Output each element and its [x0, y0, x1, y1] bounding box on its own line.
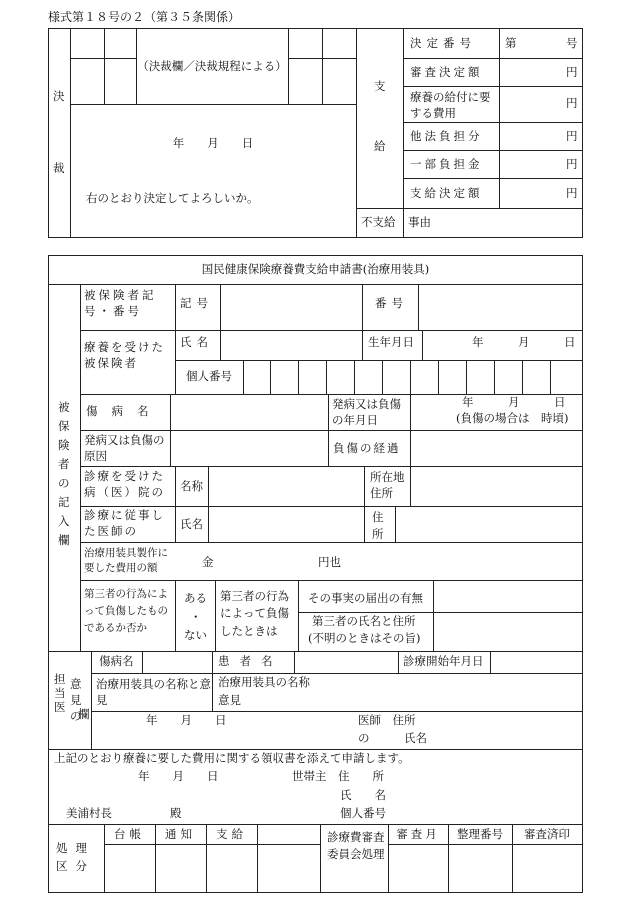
- physician-address-label: 医師 住所: [358, 713, 416, 727]
- stamp-note: （決裁欄／決裁規程による）: [137, 59, 287, 73]
- doctor-address-label: 住所: [372, 510, 384, 541]
- patient-label: 療養を受けた被保険者: [84, 340, 165, 371]
- symbol-label: 記号: [180, 296, 213, 310]
- dob-label: 生年月日: [368, 335, 414, 349]
- decision-number-label: 決定番号: [410, 36, 476, 50]
- third-party-dot: ・: [190, 610, 202, 624]
- approval-statement: 右のとおり決定してよろしいか。: [86, 191, 259, 205]
- nonpay-label: 不支給: [361, 215, 396, 229]
- course-label: 負傷の経過: [333, 441, 401, 455]
- medical-cost-unit: 円: [566, 96, 578, 110]
- form-title: 国民健康保険療養費支給申請書(治療用装具): [201, 262, 430, 276]
- onset-value: 年 月 日: [462, 395, 566, 409]
- payment-amount-unit: 円: [566, 186, 578, 200]
- applicant-mynumber-label: 個人番号: [340, 806, 386, 820]
- card-label: 被保険者記号・番号: [84, 288, 157, 319]
- processing-label-1: 処理: [56, 841, 95, 855]
- cost-suffix: 円也: [318, 555, 341, 569]
- honorific: 殿: [170, 806, 182, 820]
- applicant-name-label: 氏 名: [340, 788, 386, 802]
- physician-date: 年 月 日: [146, 713, 227, 727]
- third-party-case: 第三者の行為によって負傷したときは: [220, 589, 289, 638]
- processing-col-notice: 通知: [165, 827, 196, 841]
- name-label: 氏名: [180, 335, 213, 349]
- addressee: 美浦村長: [66, 806, 112, 820]
- payment-label-1: 支: [374, 79, 386, 93]
- physician-label-2: 意見の: [70, 677, 82, 723]
- copay-unit: 円: [566, 157, 578, 171]
- approval-label-1: 決: [53, 89, 65, 103]
- review-col-month: 審査月: [396, 827, 440, 841]
- third-party-yes: ある: [184, 591, 207, 605]
- other-law-label: 他法負担分: [410, 129, 483, 143]
- doctor-label: 診療に従事した医師の: [84, 508, 165, 539]
- payment-amount-label: 支給決定額: [410, 186, 483, 200]
- third-party-note: (不明のときはその旨): [308, 631, 421, 645]
- processing-label-2: 区分: [56, 859, 95, 873]
- cost-prefix: 金: [202, 555, 214, 569]
- reason-label: 事由: [408, 215, 431, 229]
- onset-label: 発病又は負傷の年月日: [332, 397, 401, 428]
- decision-number-prefix: 第: [505, 36, 517, 50]
- disease-label: 傷病名: [86, 404, 163, 418]
- address-label: 所在地住所: [370, 470, 405, 501]
- cost-label: 治療用装具製作に要した費用の額: [84, 547, 168, 574]
- application-date: 年 月 日: [138, 769, 219, 783]
- dob-value: 年 月 日: [472, 335, 576, 349]
- third-party-no: ない: [184, 628, 207, 642]
- physician-label-1: 担当医: [54, 672, 66, 714]
- clinic-name-label: 名称: [180, 479, 203, 493]
- physician-patient-label: 患者名: [218, 654, 283, 668]
- copay-label: 一部負担金: [410, 157, 483, 171]
- payment-label-2: 給: [374, 139, 386, 153]
- third-party-info: 第三者の氏名と住所: [312, 614, 416, 628]
- doctor-name-label: 氏名: [180, 517, 203, 531]
- medical-cost-label: 療養の給付に要する費用: [410, 90, 491, 121]
- application-statement: 上記のとおり療養に要した費用に関する領収書を添えて申請します。: [54, 751, 410, 765]
- approval-date: 年 月 日: [172, 136, 254, 150]
- review-col-number: 整理番号: [457, 827, 503, 841]
- review-amount-label: 審査決定額: [410, 65, 483, 79]
- physician-start-label: 診療開始年月日: [403, 654, 484, 668]
- approval-label-2: 裁: [53, 161, 65, 175]
- cause-label: 発病又は負傷の原因: [84, 433, 165, 464]
- opinion-label: 意見: [218, 693, 241, 707]
- physician-disease-label: 傷病名: [99, 654, 134, 668]
- review-col-stamp: 審査済印: [524, 827, 570, 841]
- physician-name-label: の 氏名: [358, 731, 427, 745]
- onset-note: (負傷の場合は 時頃): [456, 411, 569, 425]
- number-label: 番号: [375, 296, 408, 310]
- review-amount-unit: 円: [566, 65, 578, 79]
- report-label: その事実の届出の有無: [308, 591, 423, 605]
- processing-col-payment: 支給: [216, 827, 247, 841]
- device-name-label: 治療用装具の名称: [218, 675, 310, 689]
- physician-label-3: 欄: [78, 707, 90, 721]
- insured-section-label: 被保険者の記入欄: [58, 400, 70, 547]
- household-head-label: 世帯主 住 所: [292, 769, 384, 783]
- processing-col-ledger: 台帳: [114, 827, 145, 841]
- decision-number-unit: 号: [566, 36, 578, 50]
- third-party-question: 第三者の行為によって負傷したものであるか否か: [84, 588, 168, 634]
- mynumber-label: 個人番号: [186, 369, 232, 383]
- clinic-label: 診療を受けた病（医）院の: [84, 469, 165, 500]
- form-number: 様式第１８号の２（第３５条関係）: [48, 10, 241, 24]
- device-opinion-label: 治療用装具の名称と意見: [96, 677, 211, 708]
- review-committee-label: 診療費審査委員会処理: [327, 830, 385, 862]
- other-law-unit: 円: [566, 129, 578, 143]
